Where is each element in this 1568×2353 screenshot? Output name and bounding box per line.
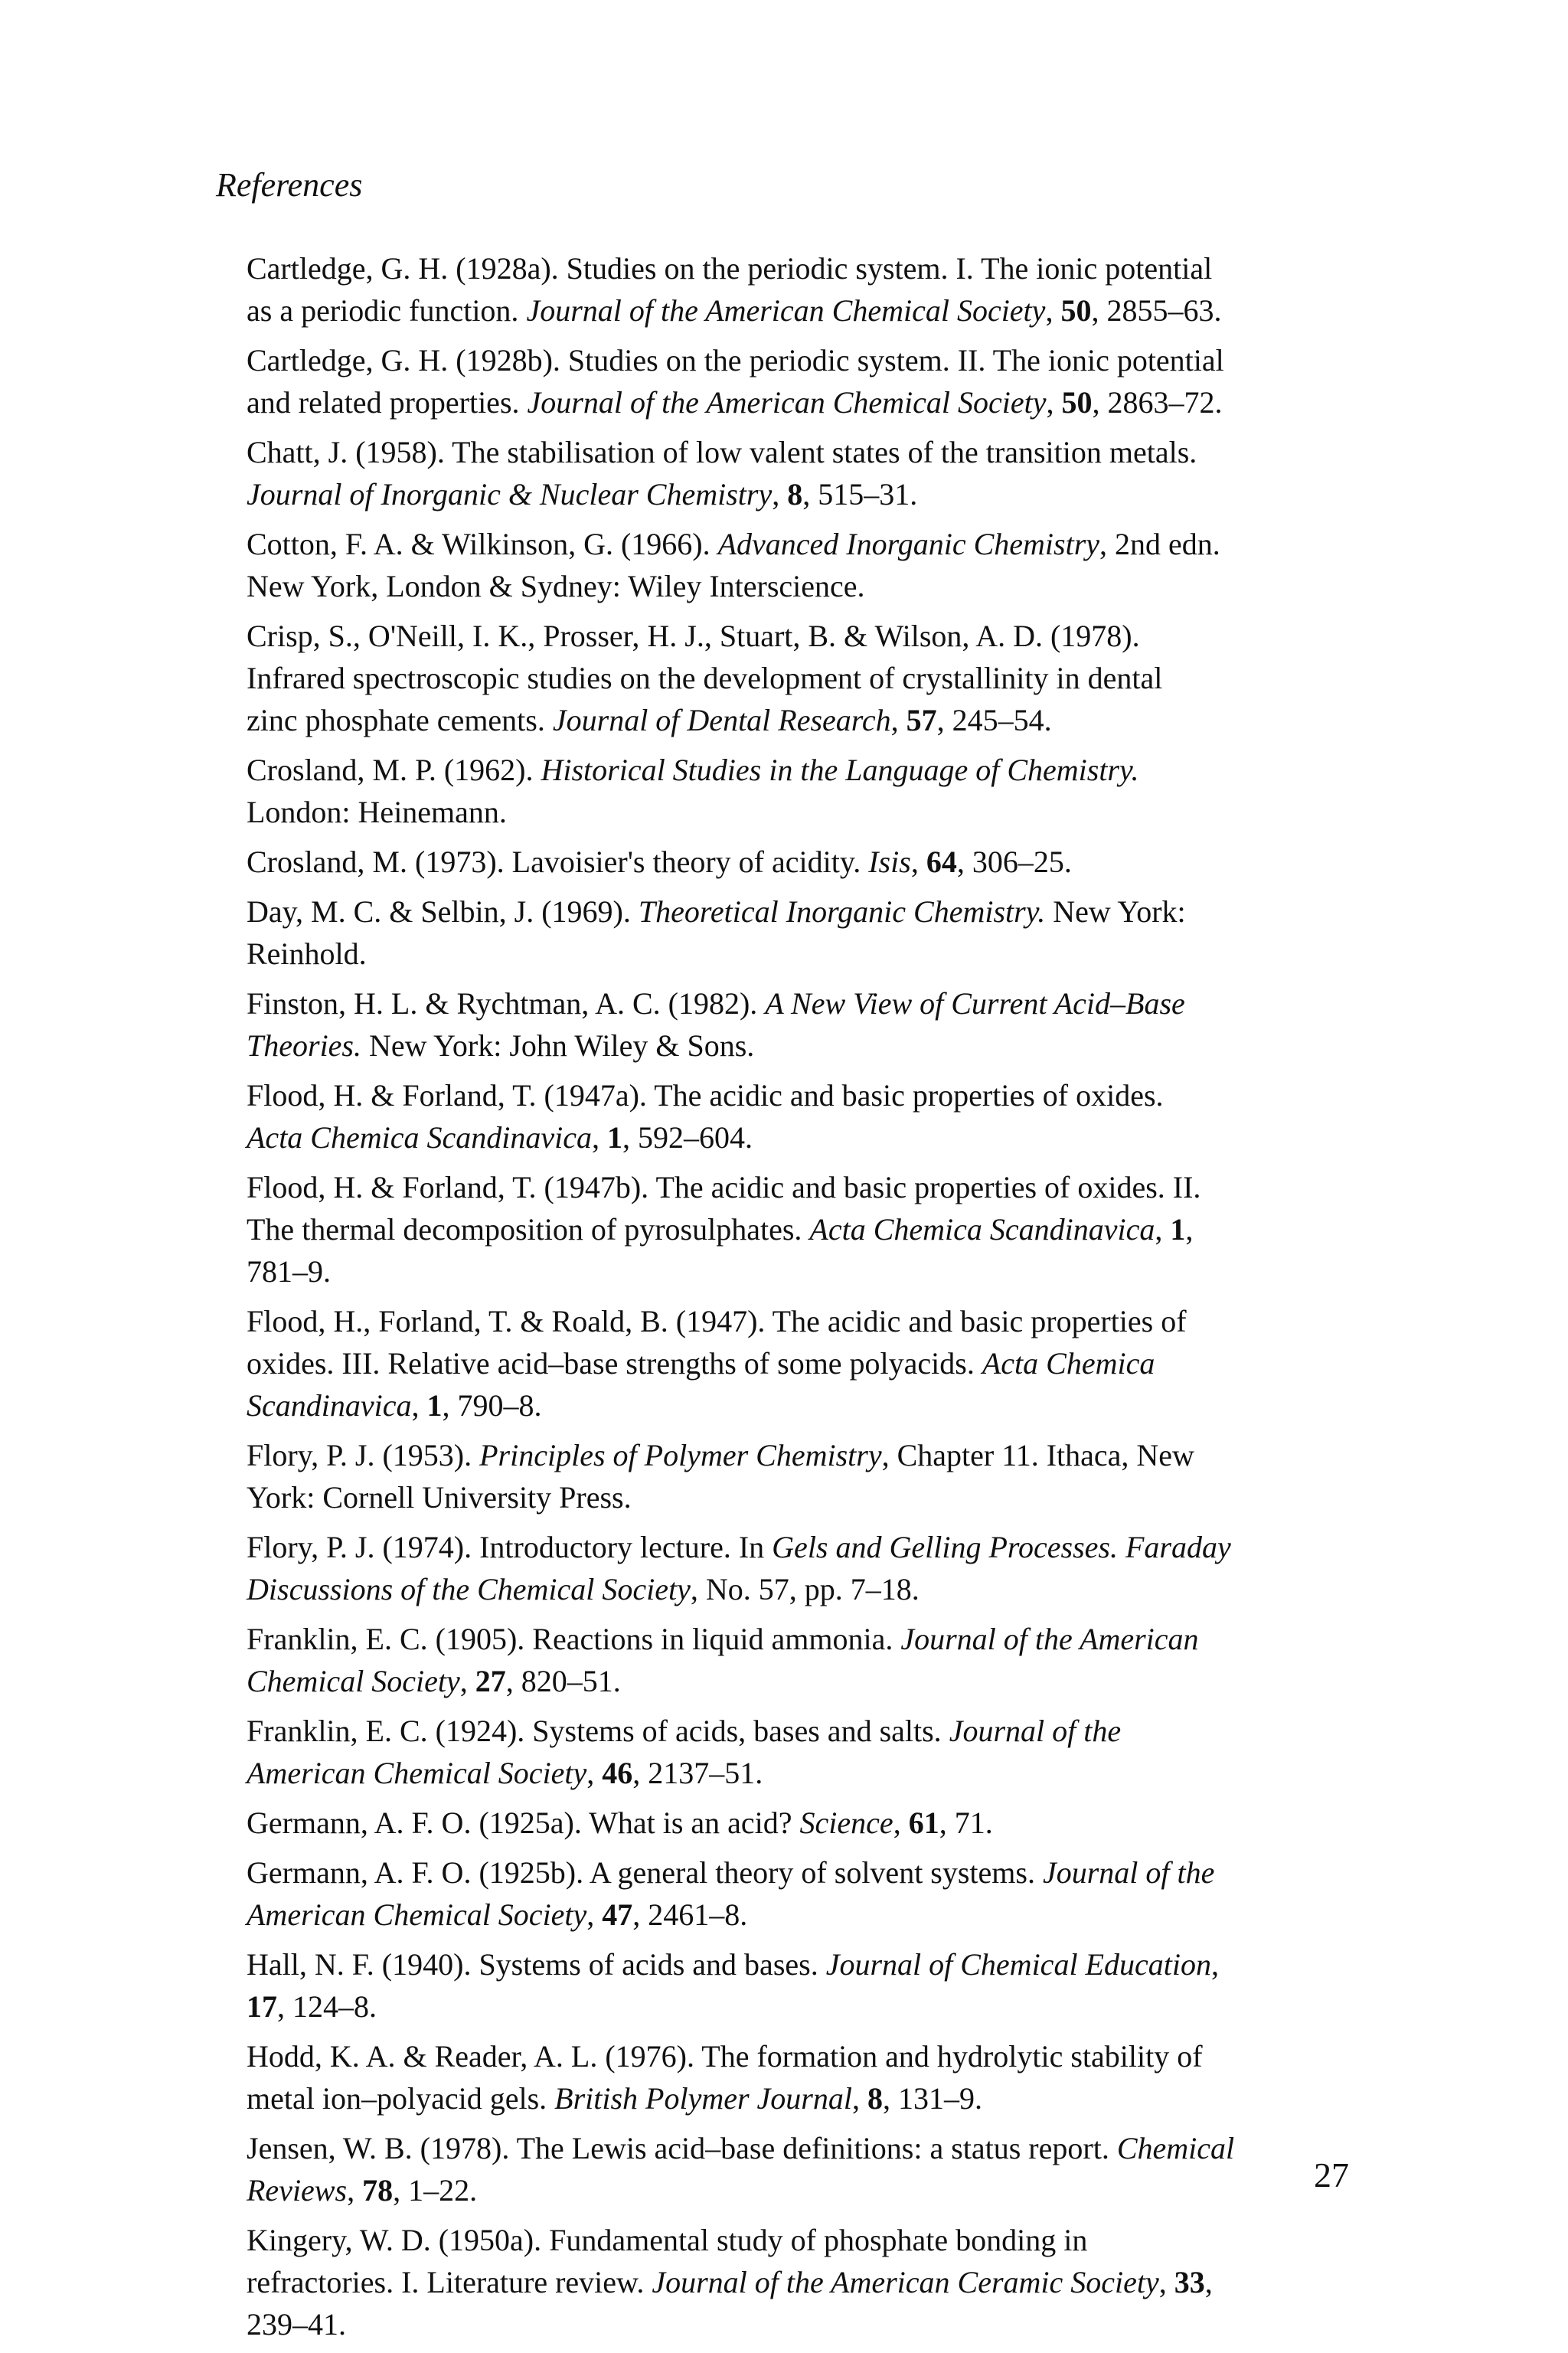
reference-line [247,891,1349,933]
reference-text: , [890,703,906,737]
reference-volume: 57 [906,703,937,737]
reference-line [247,2219,1349,2261]
reference-line [247,791,1349,833]
reference-volume: 1 [426,1388,443,1423]
reference-line [247,1384,1349,1427]
reference-title-italic: Chemical Society [247,1664,460,1698]
reference-line [247,1660,1349,1702]
reference-title-italic: A New View of Current Acid–Base [765,986,1185,1021]
reference-text: , 1–22. [393,2173,478,2208]
reference-title-italic: Acta Chemica Scandinavica [247,1120,592,1155]
reference-text: , 245–54. [936,703,1052,737]
reference-line [247,1476,1349,1518]
reference-text: , [586,1756,603,1790]
reference-line [247,431,1349,473]
reference-title-italic: British Polymer Journal [554,2081,852,2116]
reference-title-italic: Journal of the American [900,1622,1199,1656]
reference-text: , 2863–72. [1092,385,1223,420]
reference-title-italic: Journal of Inorganic & Nuclear Chemistry [247,477,773,511]
reference-entry [247,2219,1349,2345]
reference-text: , 790–8. [442,1388,542,1423]
reference-title-italic: American Chemical Society [247,1756,587,1790]
reference-volume: 61 [908,1806,939,1840]
reference-line [247,1025,1349,1067]
reference-line [247,1434,1349,1476]
page-number: 27 [1314,2155,1349,2194]
reference-entry [247,2035,1349,2119]
reference-entry [247,339,1349,423]
reference-text: as a periodic function. [247,293,527,328]
reference-volume: 1 [606,1120,622,1155]
reference-entry [247,1526,1349,1610]
reference-text: 239–41. [247,2307,346,2342]
reference-text: , [852,2081,867,2116]
reference-text: , [591,1120,607,1155]
reference-line [247,2169,1349,2211]
reference-text: , Chapter 11. Ithaca, New [881,1438,1194,1472]
reference-line [247,2303,1349,2345]
reference-line [247,1802,1349,1844]
reference-title-italic: Journal of the [1042,1855,1215,1890]
reference-entry [247,247,1349,332]
reference-line [247,2077,1349,2119]
reference-text: London: Heinemann. [247,795,507,829]
reference-volume: 46 [602,1756,633,1790]
reference-text: , 2461–8. [632,1897,748,1932]
reference-title-italic: Journal of the American Chemical Society [526,293,1046,328]
reference-line [247,933,1349,975]
reference-line [247,1985,1349,2028]
reference-line [247,1166,1349,1208]
reference-entry [247,523,1349,607]
reference-entry [247,1166,1349,1293]
reference-text: The thermal decomposition of pyrosulphates. [247,1212,810,1247]
reference-line [247,2261,1349,2303]
reference-volume: 50 [1061,385,1093,420]
reference-entry [247,1074,1349,1159]
reference-text: Germann, A. F. O. (1925b). A general theory of solvent systems. [247,1855,1043,1890]
reference-line [247,1943,1349,1985]
reference-line [247,1710,1349,1752]
reference-text: refractories. I. Literature review. [247,2265,652,2299]
reference-line [247,381,1349,423]
reference-text: , 592–604. [622,1120,753,1155]
reference-line [247,523,1349,565]
reference-text: , [459,1664,475,1698]
reference-volume: 27 [475,1664,506,1698]
reference-text: , [347,2173,363,2208]
reference-text: zinc phosphate cements. [247,703,553,737]
reference-entry [247,841,1349,883]
reference-text: , 515–31. [802,477,918,511]
reference-text: 781–9. [247,1254,331,1289]
reference-volume: 50 [1060,293,1092,328]
reference-title-italic: Principles of Polymer Chemistry [479,1438,882,1472]
reference-text: , [772,477,788,511]
reference-line [247,657,1349,699]
reference-line [247,1342,1349,1384]
reference-text: Cotton, F. A. & Wilkinson, G. (1966). [247,527,718,561]
reference-title-italic: Theoretical Inorganic Chemistry. [638,894,1046,929]
reference-line [247,1526,1349,1568]
reference-entry [247,1851,1349,1936]
reference-entry [247,615,1349,741]
reference-line [247,1618,1349,1660]
reference-line [247,2035,1349,2077]
reference-text: , No. 57, pp. 7–18. [690,1572,920,1606]
reference-text: Flory, P. J. (1953). [247,1438,480,1472]
reference-text: Crosland, M. (1973). Lavoisier's theory of acidity. [247,845,869,879]
reference-title-italic: Acta Chemica [982,1346,1155,1381]
reference-text: , [1210,1947,1219,1982]
reference-text: Reinhold. [247,936,367,971]
reference-title-italic: American Chemical Society [247,1897,587,1932]
reference-text: Cartledge, G. H. (1928a). Studies on the periodic system. I. The ionic potential [247,251,1213,286]
reference-text: Flood, H. & Forland, T. (1947b). The acidic and basic properties of oxides. II. [247,1170,1201,1204]
reference-line [247,1250,1349,1293]
reference-entry [247,749,1349,833]
reference-line [247,1116,1349,1159]
reference-title-italic: Journal of Dental Research [552,703,891,737]
reference-line [247,2127,1349,2169]
reference-title-italic: Gels and Gelling Processes. Faraday [772,1530,1231,1564]
reference-text: , [910,845,926,879]
reference-text: Day, M. C. & Selbin, J. (1969). [247,894,639,929]
section-heading: References [216,166,363,204]
reference-line [247,982,1349,1025]
reference-text: Franklin, E. C. (1905). Reactions in liquid ammonia. [247,1622,901,1656]
reference-title-italic: Science [799,1806,893,1840]
reference-title-italic: Advanced Inorganic Chemistry [717,527,1100,561]
reference-line [247,1851,1349,1894]
reference-line [247,1568,1349,1610]
reference-text: oxides. III. Relative acid–base strengths of some polyacids. [247,1346,982,1381]
reference-text: , [1155,1212,1171,1247]
reference-text: Franklin, E. C. (1924). Systems of acids, bases and salts. [247,1714,949,1748]
reference-text: Germann, A. F. O. (1925a). What is an acid? [247,1806,800,1840]
reference-list [247,247,1349,2353]
reference-text: , [586,1897,603,1932]
reference-text: , 124–8. [277,1989,377,2024]
reference-line [247,749,1349,791]
reference-title-italic: Theories. [247,1028,361,1063]
reference-volume: 8 [867,2081,883,2116]
reference-line [247,841,1349,883]
reference-text: Finston, H. L. & Rychtman, A. C. (1982). [247,986,766,1021]
reference-line [247,473,1349,515]
reference-title-italic: Scandinavica [247,1388,412,1423]
reference-entry [247,982,1349,1067]
reference-volume: 33 [1174,2265,1205,2299]
reference-text: , 306–25. [956,845,1072,879]
reference-entry [247,1710,1349,1794]
reference-line [247,699,1349,741]
reference-text: Kingery, W. D. (1950a). Fundamental study of phosphate bonding in [247,2223,1088,2257]
reference-text: Infrared spectroscopic studies on the development of crystallinity in dental [247,661,1163,695]
reference-entry [247,1300,1349,1427]
reference-volume: 1 [1170,1212,1186,1247]
reference-title-italic: Journal of the American Chemical Society [527,385,1047,420]
reference-entry [247,1618,1349,1702]
reference-text: New York: [1045,894,1186,929]
reference-text: Hodd, K. A. & Reader, A. L. (1976). The formation and hydrolytic stability of [247,2039,1203,2074]
reference-text: , [1204,2265,1213,2299]
reference-text: , 131–9. [883,2081,982,2116]
reference-volume: 8 [787,477,803,511]
reference-line [247,1300,1349,1342]
reference-entry [247,2127,1349,2211]
reference-text: Flood, H., Forland, T. & Roald, B. (1947). The acidic and basic properties of [247,1304,1187,1338]
reference-text: York: Cornell University Press. [247,1480,632,1515]
reference-text: , [411,1388,427,1423]
reference-text: New York: John Wiley & Sons. [361,1028,755,1063]
reference-text: , 2855–63. [1091,293,1222,328]
reference-text: , 71. [939,1806,993,1840]
reference-line [247,565,1349,607]
reference-text: metal ion–polyacid gels. [247,2081,555,2116]
reference-title-italic: Reviews [247,2173,348,2208]
reference-line [247,1894,1349,1936]
reference-line [247,1752,1349,1794]
reference-text: Crisp, S., O'Neill, I. K., Prosser, H. J., Stuart, B. & Wilson, A. D. (1978). [247,619,1140,653]
reference-entry [247,891,1349,975]
reference-line [247,247,1349,289]
reference-volume: 47 [602,1897,633,1932]
reference-volume: 64 [926,845,957,879]
reference-line [247,339,1349,381]
reference-text: Crosland, M. P. (1962). [247,753,541,787]
reference-text: Flood, H. & Forland, T. (1947a). The acidic and basic properties of oxides. [247,1078,1164,1113]
reference-entry [247,1802,1349,1844]
reference-text: , [1158,2265,1174,2299]
reference-title-italic: Journal of Chemical Education [825,1947,1211,1982]
reference-title-italic: Chemical [1116,2131,1235,2165]
reference-title-italic: Acta Chemica Scandinavica [809,1212,1155,1247]
reference-line [247,615,1349,657]
reference-text: , 820–51. [505,1664,621,1698]
reference-text: Hall, N. F. (1940). Systems of acids and bases. [247,1947,826,1982]
reference-text: Cartledge, G. H. (1928b). Studies on the periodic system. II. The ionic potential [247,343,1224,377]
reference-line [247,289,1349,332]
reference-volume: 17 [247,1989,277,2024]
reference-text: New York, London & Sydney: Wiley Interscience. [247,569,865,603]
reference-entry [247,431,1349,515]
reference-title-italic: Isis [868,845,911,879]
reference-volume: 78 [362,2173,394,2208]
reference-text: Jensen, W. B. (1978). The Lewis acid–base definitions: a status report. [247,2131,1117,2165]
reference-text: , [1045,293,1061,328]
reference-title-italic: Journal of the American Ceramic Society [652,2265,1159,2299]
reference-text: , [1046,385,1062,420]
reference-line [247,1208,1349,1250]
reference-entry [247,1434,1349,1518]
reference-text: Chatt, J. (1958). The stabilisation of low valent states of the transition metals. [247,435,1197,469]
reference-text: and related properties. [247,385,528,420]
reference-title-italic: Historical Studies in the Language of Chemistry. [541,753,1139,787]
reference-text: , 2nd edn. [1099,527,1220,561]
reference-text: Flory, P. J. (1974). Introductory lecture. In [247,1530,773,1564]
reference-text: , 2137–51. [632,1756,763,1790]
reference-title-italic: Journal of the [949,1714,1122,1748]
reference-text: , [893,1806,909,1840]
reference-title-italic: Discussions of the Chemical Society [247,1572,691,1606]
reference-entry [247,1943,1349,2028]
reference-line [247,1074,1349,1116]
reference-text: , [1185,1212,1194,1247]
